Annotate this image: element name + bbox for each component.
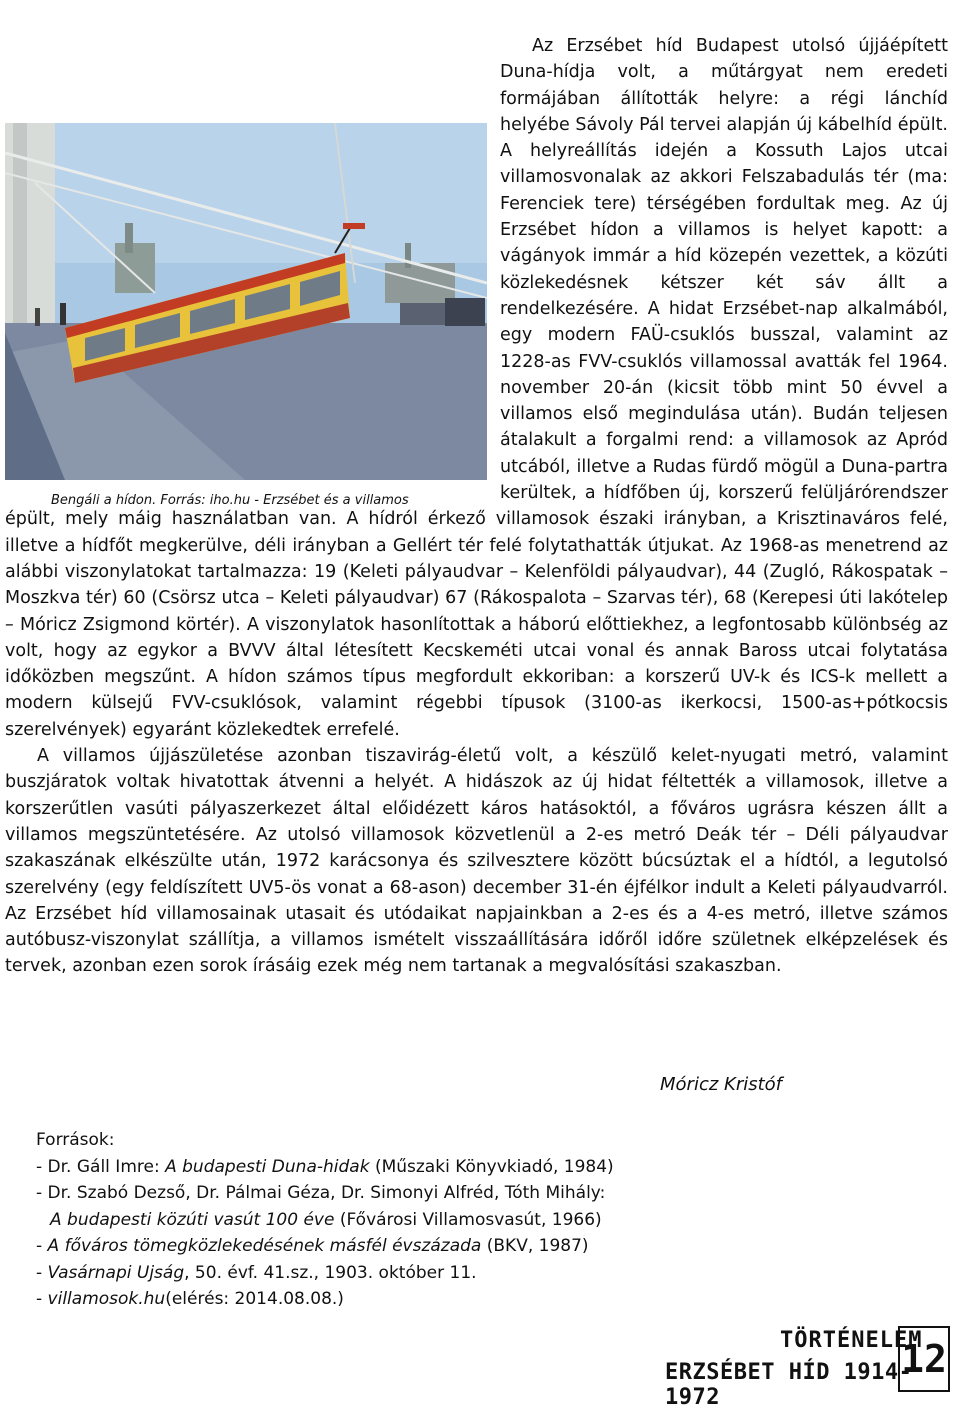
page-number: 12 bbox=[898, 1326, 950, 1392]
sources-list bbox=[36, 1127, 796, 1313]
photo-caption: Bengáli a hídon. Forrás: iho.hu - Erzsébet és a villamos bbox=[51, 493, 409, 508]
source-suffix: (Műszaki Könyvkiadó, 1984) bbox=[369, 1156, 614, 1177]
tram-on-bridge-photo bbox=[5, 123, 487, 480]
source-prefix: - bbox=[36, 1236, 48, 1256]
source-item bbox=[36, 1260, 796, 1287]
photo-float bbox=[5, 33, 492, 508]
source-suffix: (BKV, 1987) bbox=[481, 1236, 589, 1256]
source-title: villamosok.hu bbox=[47, 1289, 166, 1309]
source-title: Vasárnapi Ujság bbox=[47, 1262, 185, 1283]
source-item bbox=[36, 1286, 796, 1313]
footer-section-title: TÖRTÉNELEM bbox=[780, 1328, 923, 1353]
source-prefix: - bbox=[36, 1262, 48, 1283]
source-suffix: , 50. évf. 41.sz., 1903. október 11. bbox=[184, 1262, 477, 1283]
source-title: A budapesti közúti vasút 100 éve bbox=[50, 1209, 335, 1230]
article-body bbox=[5, 33, 948, 980]
author-signature: Móricz Kristóf bbox=[660, 1074, 783, 1095]
source-suffix: (Fővárosi Villamosvasút, 1966) bbox=[334, 1209, 602, 1230]
paragraph-1: Az Erzsébet híd Budapest utolsó újjáépített Duna-hídja volt, a műtárgyat nem eredeti formájában állították helyre: a régi lánchíd helyébe Sávoly Pál tervei alapján új kábelhíd épült. A helyreállítás idején a Kossuth Lajos utcai villamosvonalak az akkori Felszabadulás tér (ma: Ferenciek tere) térségében fordultak meg. Az új Erzsébet hídon a villamos is helyet kapott: a vágányok immár a híd közepén vezettek, a közúti közlekedésnek kétszer két sáv állt a rendelkezésére. A hidat Erzsébet-nap alkalmából, egy modern FAÜ-csuklós busszal, valamint az 1228-as FVV-csuklós villamossal avatták fel 1964. november 20-án (kicsit több mint 50 évvel a villamos első megindulása után). Budán teljesen átalakult a forgalmi rend: a villamosok az Apród utcából, illetve a Rudas fürdő mögül a Duna-partra kerültek, a hídfőben új, korszerű felüljárórendszer épült, mely máig használatban van. A hídról érkező villamosok északi irányban, a Krisztinaváros felé, illetve a hídfőt megkerülve, déli irányban a Gellért tér felé folytathatták útjukat. Az 1968-as menetrend az alábbi viszonylatokat tartalmazza: 19 (Keleti pályaudvar – Kelenföldi pályaudvar), 44 (Zugló, Rákospatak – Moszkva tér) 60 (Csörsz utca – Keleti pályaudvar) 67 (Rákospalota – Szarvas tér), 68 (Kerepesi úti lakótelep – Móricz Zsigmond körtér). A viszonylatok hasonlítottak a háború előttiekhez, a legfontosabb különbség az volt, hogy az egykor a BVVV által létesített Kecskeméti utcai vonal és annak Baross utcai folytatása időközben megszűnt. A hídon számos típus megfordult ekkoriban: a korszerű UV-k és ICS-k mellett a modern külsejű FVV-csuklósok, valamint régebbi típusok (3100-as ikerkocsi, 1500-as+pótkocsis szerelvények) egyaránt közlekedtek errefelé. bbox=[5, 36, 948, 740]
source-item bbox=[36, 1207, 796, 1234]
paragraph-2: A villamos újjászületése azonban tiszavirág-életű volt, a készülő kelet-nyugati metró, valamint buszjáratok voltak hivatottak átvenni a helyét. A hidászok az új hidat féltették a villamosok, illetve a korszerűtlen vasúti pályaszerkezet által előidézett káros hatásoktól, a főváros ugrásra készen állt a villamos megszüntetésére. Az utolsó villamosok közvetlenül a 2-es metró Deák tér – Déli pályaudvar szakaszának elkészülte után, 1972 karácsonya és szilvesztere között búcsúztak el a hídtól, a legutolsó szerelvény (egy feldíszített UV5-ös vonat a 68-ason) december 31-én éjfélkor indult a Keleti pályaudvarról. Az Erzsébet híd villamosainak utasait és utódaikat napjainkban a 2-es és a 4-es metró, illetve számos autóbusz-viszonylat szállítja, a villamos ismételt visszaállítására időről időre születnek elképzelések és tervek, azonban ezen sorok írásáig ezek még nem tartanak a megvalósítási szakaszban. bbox=[5, 746, 948, 977]
source-prefix: - bbox=[36, 1289, 48, 1309]
source-item bbox=[36, 1180, 796, 1207]
source-prefix: - Dr. Gáll Imre: bbox=[36, 1156, 166, 1177]
source-title: A főváros tömegközlekedésének másfél évszázada bbox=[47, 1236, 482, 1256]
source-title: A budapesti Duna-hidak bbox=[165, 1156, 370, 1177]
footer-subtitle: ERZSÉBET HÍD 1914-1972 bbox=[665, 1360, 913, 1410]
source-suffix: (elérés: 2014.08.08.) bbox=[165, 1289, 344, 1309]
source-item bbox=[36, 1154, 796, 1181]
source-prefix: - Dr. Szabó Dezső, Dr. Pálmai Géza, Dr. Simonyi Alfréd, Tóth Mihály: bbox=[36, 1183, 606, 1203]
source-item bbox=[36, 1233, 796, 1260]
sources-heading: Források: bbox=[36, 1130, 115, 1150]
